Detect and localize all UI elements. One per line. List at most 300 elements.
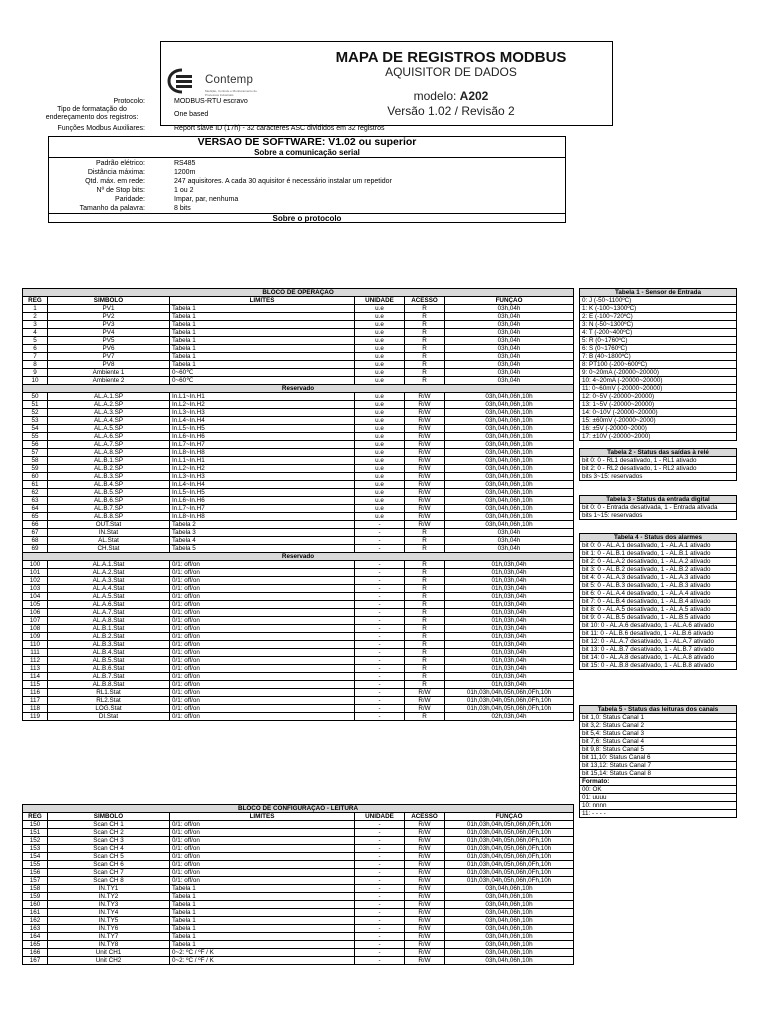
table-cell: 01h,03h,04h [445,641,574,649]
table-cell: R/W [405,869,445,877]
table-cell: 03h,04h,06h,10h [445,481,574,489]
table-row [23,329,574,337]
table-row [23,901,574,909]
table-cell: IN.TY7 [48,933,170,941]
table-row [23,933,574,941]
table-cell: 5 [23,337,48,345]
version-line: Versão 1.02 / Revisão 2 [387,104,515,118]
table-cell: 03h,04h,06h,10h [445,401,574,409]
side-table-title: Tabela 3 - Status da entrada digital [580,496,737,504]
side-table-row: bit 15: 0 - AL.B.8 desativado, 1 - AL.B.8 ativado [580,662,737,670]
table-cell: u.e [355,345,405,353]
table-cell: 0/1: off/on [170,657,355,665]
table-cell: 03h,04h [445,537,574,545]
table-cell: DI.Stat [48,713,170,721]
table-cell: 167 [23,957,48,965]
table-row [23,869,574,877]
table-cell: 116 [23,689,48,697]
table-cell: 61 [23,481,48,489]
column-header: UNIDADE [355,813,405,821]
table-row [23,689,574,697]
brand-tagline: Medição, Controle e Monitoramento de Processos Industriais [205,89,257,97]
table-cell: u.e [355,393,405,401]
table-cell: u.e [355,377,405,385]
side-table-row: bit 13,12: Status Canal 7 [580,762,737,770]
table-cell: R [405,561,445,569]
table-cell: 01h,03h,04h,05h,06h,0Fh,10h [445,705,574,713]
table-cell: - [355,877,405,885]
table-cell: In.L5~In.H5 [170,425,355,433]
info-row [49,204,565,213]
table-row [23,393,574,401]
table-cell: - [355,681,405,689]
table-cell: - [355,861,405,869]
table-row [23,633,574,641]
table-cell: IN.TY6 [48,925,170,933]
table-cell: RL2.Stat [48,697,170,705]
table-cell: R/W [405,821,445,829]
table-row [23,593,574,601]
table-cell: R [405,609,445,617]
table-row [23,489,574,497]
column-header: FUNÇAO [445,297,574,305]
table-cell: - [355,845,405,853]
column-header: SIMBOLO [48,813,170,821]
table-cell: 111 [23,649,48,657]
table-cell: R/W [405,957,445,965]
table-row [23,497,574,505]
table-cell: AL.A.7.Stat [48,609,170,617]
table-cell: R [405,321,445,329]
table-cell: In.L1~In.H1 [170,393,355,401]
side-table-row: bits 1~15: reservados [580,512,737,520]
table-cell: 0/1: off/on [170,705,355,713]
table-cell: 58 [23,457,48,465]
table-cell: 8 [23,361,48,369]
table-row [23,601,574,609]
side-table-row: bit 10: 0 - AL.A.6 desativado, 1 - AL.A.6 ativado [580,622,737,630]
table-cell: In.L8~In.H8 [170,449,355,457]
table-cell: - [355,909,405,917]
table-cell: 03h,04h,06h,10h [445,957,574,965]
table-row [23,625,574,633]
table-cell: R/W [405,521,445,529]
side-table-row: bit 7: 0 - AL.B.4 desativado, 1 - AL.B.4 ativado [580,598,737,606]
table-row [23,577,574,585]
table-cell: - [355,705,405,713]
side-table-title: Tabela 4 - Status dos alarmes [580,534,737,542]
table-cell: 153 [23,845,48,853]
table-cell: 53 [23,417,48,425]
table-row [23,425,574,433]
side-table-row: bit 5,4: Status Canal 3 [580,730,737,738]
side-table-row: bit 2: 0 - AL.A.2 desativado, 1 - AL.A.2 ativado [580,558,737,566]
table-cell: Scan CH 4 [48,845,170,853]
table-cell: 164 [23,933,48,941]
table-cell: AL.A.4.Stat [48,585,170,593]
table-cell: u.e [355,465,405,473]
table-cell: 0~2: ºC / ºF / K [170,949,355,957]
table-cell: 65 [23,513,48,521]
side-table-row: 1: K (-100~1300ºC) [580,305,737,313]
side-table-row: bit 9: 0 - AL.B.5 desativado, 1 - AL.B.5 ativado [580,614,737,622]
side-table-row: 0: J (-50~1100ºC) [580,297,737,305]
info-row [49,195,565,204]
table-cell: 106 [23,609,48,617]
table-cell: 03h,04h [445,345,574,353]
info-value: 1200m [174,169,196,176]
side-table-row: bit 15,14: Status Canal 8 [580,770,737,778]
table-cell: 03h,04h,06h,10h [445,457,574,465]
table-row [23,377,574,385]
table-cell: PV6 [48,345,170,353]
table-cell: 0/1: off/on [170,625,355,633]
table-cell: 01h,03h,04h [445,601,574,609]
table-cell: - [355,689,405,697]
table-row [23,409,574,417]
table-cell: LOG.Stat [48,705,170,713]
table-cell: IN.Stat [48,529,170,537]
table-cell: 03h,04h [445,313,574,321]
table-cell: - [355,633,405,641]
table-cell: AL.A.7.SP [48,441,170,449]
side-table-row: bit 12: 0 - AL.A.7 desativado, 1 - AL.A.7 ativado [580,638,737,646]
table-cell: 01h,03h,04h,05h,06h,0Fh,10h [445,837,574,845]
table-cell: 59 [23,465,48,473]
table-cell: - [355,585,405,593]
table-cell: 01h,03h,04h,05h,06h,0Fh,10h [445,877,574,885]
table-cell: AL.Stat [48,537,170,545]
table-row [23,609,574,617]
side-table-row: 3: N (-50~1300ºC) [580,321,737,329]
table-cell: 151 [23,829,48,837]
table-cell: - [355,561,405,569]
table-4-alarm-status [579,533,737,670]
table-row [23,617,574,625]
table-cell: R [405,537,445,545]
column-header: LIMITES [170,813,355,821]
table-cell: Scan CH 2 [48,829,170,837]
table-row [23,321,574,329]
table-cell: u.e [355,449,405,457]
table-cell: R/W [405,473,445,481]
table-cell: R/W [405,513,445,521]
table-cell: Tabela 1 [170,361,355,369]
table-cell: 0~60℃ [170,377,355,385]
table-cell: 03h,04h,06h,10h [445,465,574,473]
table-cell: Tabela 1 [170,885,355,893]
table-row [23,529,574,537]
table-cell: 03h,04h,06h,10h [445,441,574,449]
table-cell: 67 [23,529,48,537]
table-cell: In.L7~In.H7 [170,441,355,449]
table-cell: 155 [23,861,48,869]
table-cell: u.e [355,489,405,497]
table-cell: Scan CH 5 [48,853,170,861]
table-cell: u.e [355,361,405,369]
info-value: 8 bits [174,205,191,212]
table-cell: R [405,617,445,625]
table-cell: 03h,04h,06h,10h [445,885,574,893]
table-cell: R/W [405,925,445,933]
table-row [23,521,574,529]
table-cell: Tabela 4 [170,537,355,545]
column-header: REG [23,297,48,305]
model-value: A202 [459,89,489,103]
table-row [23,941,574,949]
table-cell: R [405,585,445,593]
table-cell: u.e [355,369,405,377]
table-cell: 0/1: off/on [170,829,355,837]
table-cell: R/W [405,909,445,917]
table-cell: R [405,369,445,377]
table-cell: 9 [23,369,48,377]
table-cell: AL.A.6.Stat [48,601,170,609]
table-cell: u.e [355,473,405,481]
table-cell: 103 [23,585,48,593]
table-cell: u.e [355,457,405,465]
side-table-row: bit 3,2: Status Canal 2 [580,722,737,730]
table-cell: - [355,609,405,617]
table-cell: AL.A.2.SP [48,401,170,409]
table-cell: - [355,617,405,625]
side-table-title: Tabela 1 - Sensor de Entrada [580,289,737,297]
table-cell: u.e [355,337,405,345]
table-cell: 01h,03h,04h,05h,06h,0Fh,10h [445,853,574,861]
table-cell: IN.TY4 [48,909,170,917]
table-cell: R/W [405,949,445,957]
table-cell: AL.B.8.SP [48,513,170,521]
table-cell: - [355,917,405,925]
table-cell: - [355,657,405,665]
table-cell: u.e [355,417,405,425]
contemp-logo-icon [167,68,197,94]
table-cell: 54 [23,425,48,433]
side-table-row: bit 11: 0 - AL.B.6 desativado, 1 - AL.B.6 ativado [580,630,737,638]
column-header: UNIDADE [355,297,405,305]
side-table-row: bit 1: 0 - AL.B.1 desativado, 1 - AL.B.1 ativado [580,550,737,558]
table-cell: 1 [23,305,48,313]
table-cell: Unit CH2 [48,957,170,965]
table-cell: AL.B.3.Stat [48,641,170,649]
table-cell: 52 [23,409,48,417]
table-cell: 117 [23,697,48,705]
table-cell: 50 [23,393,48,401]
table-cell: 02h,03h,04h [445,713,574,721]
table-cell: R/W [405,853,445,861]
table-row [23,585,574,593]
table-cell: R/W [405,449,445,457]
column-header: ACESSO [405,297,445,305]
table-cell: - [355,641,405,649]
info-row [49,186,565,195]
table-cell: 0/1: off/on [170,837,355,845]
table-cell: PV8 [48,361,170,369]
table-row [23,697,574,705]
table-cell: u.e [355,481,405,489]
table-cell: 51 [23,401,48,409]
table-row [23,305,574,313]
operation-block-table [22,288,574,721]
table-cell: 56 [23,441,48,449]
table-cell: Tabela 1 [170,353,355,361]
table-cell: IN.TY3 [48,901,170,909]
table-cell: - [355,521,405,529]
table-cell: 154 [23,853,48,861]
table-cell: 03h,04h,06h,10h [445,909,574,917]
table-cell: - [355,665,405,673]
table-cell: 01h,03h,04h [445,633,574,641]
table-cell: AL.A.8.Stat [48,617,170,625]
table-cell: 158 [23,885,48,893]
table-cell: - [355,577,405,585]
table-row [23,465,574,473]
table-cell: - [355,697,405,705]
table-cell: AL.A.8.SP [48,449,170,457]
table-cell: 0/1: off/on [170,601,355,609]
info-label: Distância máxima: [87,169,145,176]
info-value: RS485 [174,160,196,167]
table-cell: 01h,03h,04h [445,673,574,681]
table-cell: R [405,641,445,649]
table-row [23,713,574,721]
table-cell: Tabela 1 [170,925,355,933]
table-cell: 0/1: off/on [170,585,355,593]
table-cell: 03h,04h,06h,10h [445,393,574,401]
table-cell: AL.A.3.SP [48,409,170,417]
table-cell: u.e [355,313,405,321]
table-cell: 0/1: off/on [170,845,355,853]
info-label: Padrão elétrico: [95,160,145,167]
table-cell: R [405,665,445,673]
table-cell: Tabela 1 [170,893,355,901]
table-cell: - [355,949,405,957]
table-cell: 0/1: off/on [170,641,355,649]
table-2-relay-status [579,448,737,481]
table-cell: R/W [405,885,445,893]
table-row [23,657,574,665]
table-cell: Tabela 2 [170,521,355,529]
table-row [23,561,574,569]
table-cell: AL.A.5.Stat [48,593,170,601]
side-table-row: 8: PT100 (-200~600ºC) [580,361,737,369]
table-cell: 03h,04h [445,529,574,537]
table-cell: 0/1: off/on [170,593,355,601]
side-table-row: bit 7,6: Status Canal 4 [580,738,737,746]
side-table-row: 11: 0~60mV (-20000~20000) [580,385,737,393]
side-table-row: bit 5: 0 - AL.B.3 desativado, 1 - AL.B.3 ativado [580,582,737,590]
block-title: BLOCO DE CONFIGURAÇAO - LEITURA [23,805,574,813]
table-cell: In.L2~In.H2 [170,401,355,409]
side-table-row: bit 6: 0 - AL.A.4 desativado, 1 - AL.A.4 ativado [580,590,737,598]
side-table-row: bit 14: 0 - AL.A.8 desativado, 1 - AL.A.8 ativado [580,654,737,662]
table-row [23,705,574,713]
table-cell: 03h,04h,06h,10h [445,409,574,417]
table-cell: Tabela 1 [170,329,355,337]
column-header: SIMBOLO [48,297,170,305]
side-table-row: 10: 4~20mA (-20000~20000) [580,377,737,385]
table-cell: In.L2~In.H2 [170,465,355,473]
table-row [23,641,574,649]
table-cell: 03h,04h [445,377,574,385]
table-cell: 01h,03h,04h,05h,06h,0Fh,10h [445,821,574,829]
table-cell: 69 [23,545,48,553]
table-cell: R/W [405,861,445,869]
table-cell: 4 [23,329,48,337]
table-cell: 6 [23,345,48,353]
table-cell: AL.A.6.SP [48,433,170,441]
table-cell: 7 [23,353,48,361]
table-row [23,821,574,829]
table-cell: AL.B.7.Stat [48,673,170,681]
table-cell: u.e [355,505,405,513]
table-cell: R [405,633,445,641]
brand-name: Contemp [205,74,254,86]
table-cell: 0/1: off/on [170,853,355,861]
table-cell: In.L3~In.H3 [170,409,355,417]
table-cell: 03h,04h,06h,10h [445,925,574,933]
table-cell: 0/1: off/on [170,697,355,705]
table-cell: 110 [23,641,48,649]
table-cell: 01h,03h,04h,05h,06h,0Fh,10h [445,845,574,853]
table-cell: 0/1: off/on [170,689,355,697]
table-cell: AL.A.3.Stat [48,577,170,585]
table-cell: In.L6~In.H6 [170,497,355,505]
table-row [23,433,574,441]
table-cell: R/W [405,409,445,417]
table-cell: 62 [23,489,48,497]
table-cell: 165 [23,941,48,949]
table-cell: 118 [23,705,48,713]
info-value: Report slave ID (17h) - 32 caracteres ASC divididos em 32 registros [174,125,385,132]
table-cell: R/W [405,705,445,713]
table-cell: 3 [23,321,48,329]
table-cell: 152 [23,837,48,845]
table-1-sensor [579,288,737,441]
table-cell: In.L4~In.H4 [170,417,355,425]
side-table-row: bit 1,0: Status Canal 1 [580,714,737,722]
table-cell: R/W [405,901,445,909]
table-cell: 10 [23,377,48,385]
table-cell: - [355,829,405,837]
info-label: Protocolo: [113,98,145,105]
table-cell: - [355,673,405,681]
table-cell: u.e [355,305,405,313]
table-cell: - [355,869,405,877]
side-table-row: 17: ±10V (-20000~2000) [580,433,737,441]
table-cell: AL.A.1.SP [48,393,170,401]
table-cell: u.e [355,433,405,441]
table-cell: PV2 [48,313,170,321]
table-cell: 0/1: off/on [170,577,355,585]
table-cell: Tabela 1 [170,901,355,909]
table-cell: 156 [23,869,48,877]
table-cell: 03h,04h,06h,10h [445,917,574,925]
table-cell: R [405,577,445,585]
table-cell: CH.Stat [48,545,170,553]
table-cell: PV4 [48,329,170,337]
table-cell: R [405,713,445,721]
side-table-row: bit 0: 0 - RL1 desativado, 1 - RL1 ativado [580,457,737,465]
table-row [23,649,574,657]
table-cell: AL.B.5.SP [48,489,170,497]
table-cell: 163 [23,925,48,933]
table-cell: - [355,901,405,909]
table-cell: 114 [23,673,48,681]
table-cell: 0/1: off/on [170,617,355,625]
table-cell: R/W [405,829,445,837]
table-cell: 03h,04h [445,337,574,345]
